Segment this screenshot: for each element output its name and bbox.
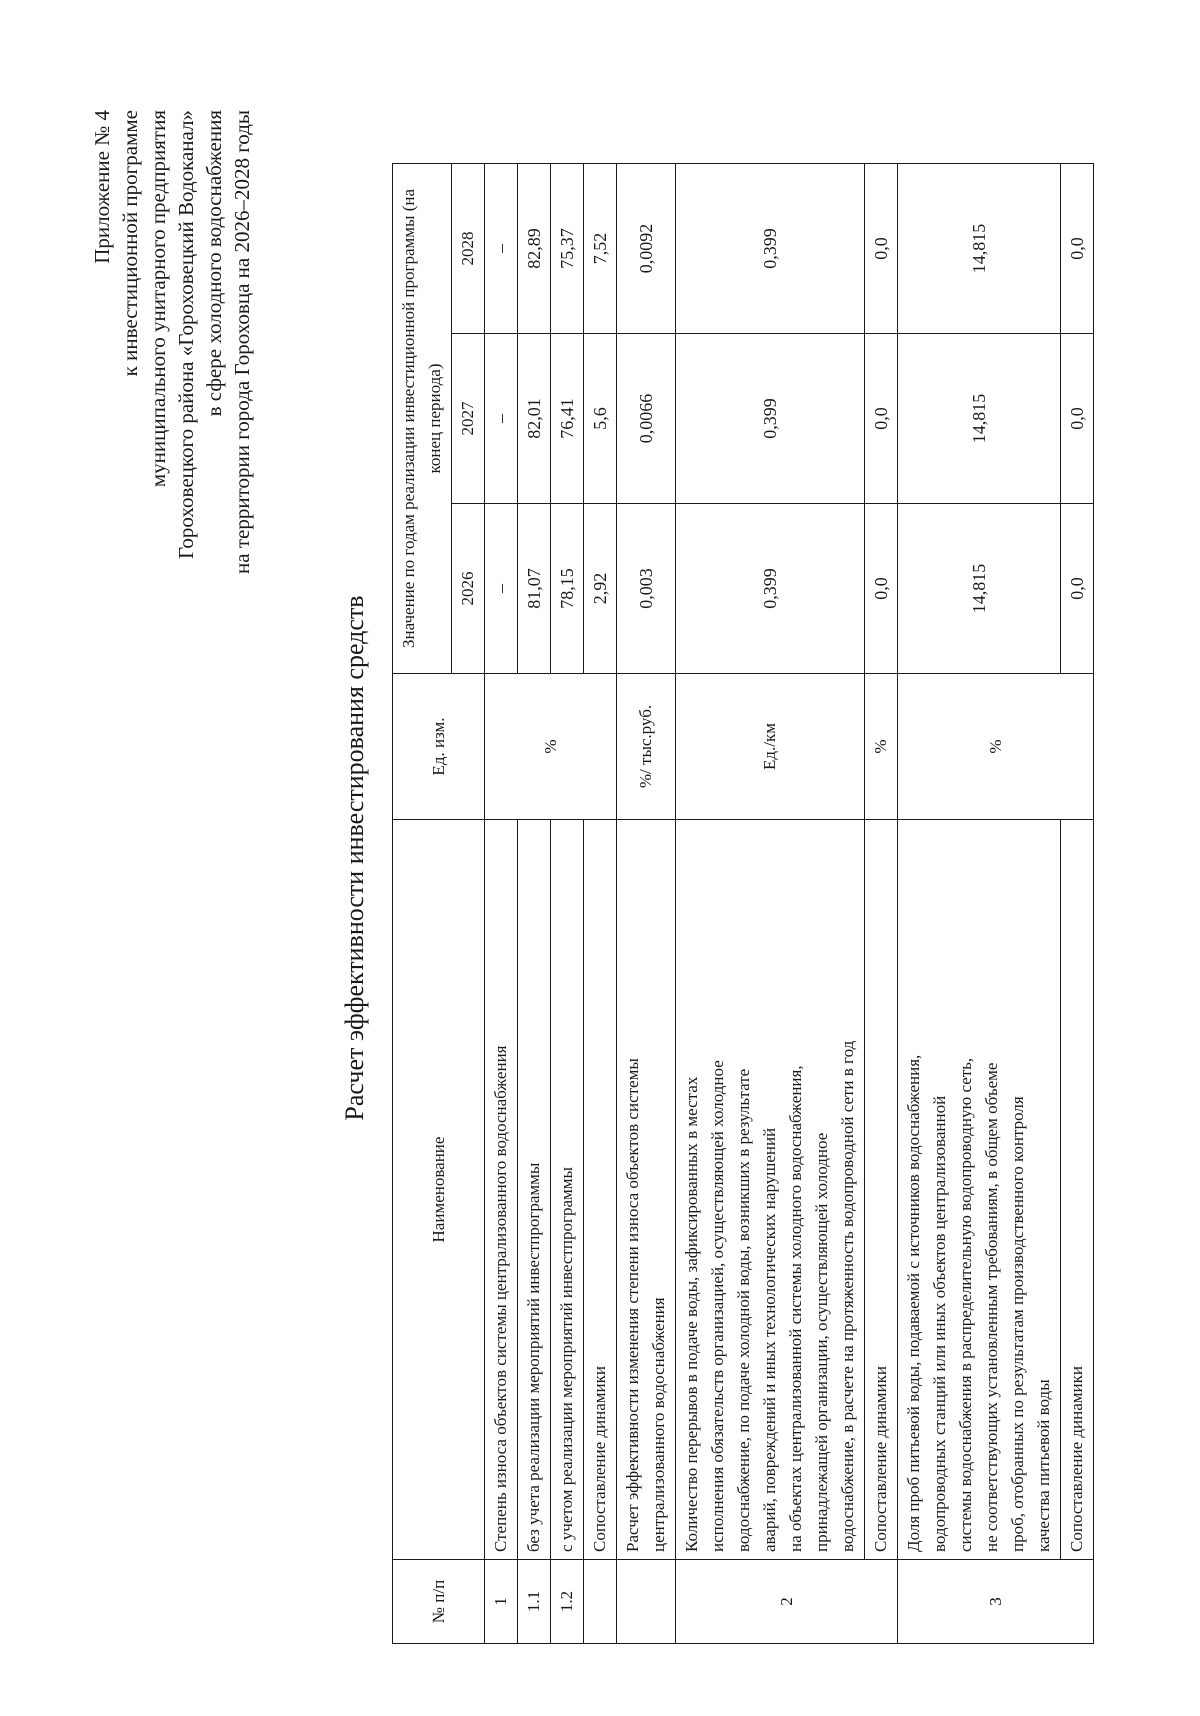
row-value: 0,0 — [865, 334, 898, 504]
row-name — [518, 820, 551, 1560]
row-value: 0,0066 — [617, 334, 676, 504]
row-name-line: принадлежащей организации, осуществляющей холодное — [812, 1132, 831, 1552]
row-name-line: с учетом реализации мероприятий инвестпрограммы — [557, 1167, 576, 1552]
row-num: 1 — [485, 1560, 518, 1644]
header-line: Приложение № 4 — [90, 110, 114, 264]
row-name-line: качества питьевой воды — [1034, 1379, 1053, 1552]
row-name — [898, 820, 1061, 1560]
row-value: 0,0 — [1061, 334, 1094, 504]
row-num: 2 — [676, 1560, 898, 1644]
row-value: 82,01 — [518, 334, 551, 504]
efficiency-table — [392, 163, 1094, 1644]
row-unit: % — [485, 674, 617, 820]
row-value: 2,92 — [584, 504, 617, 674]
table-row — [1061, 163, 1094, 1643]
table-row — [551, 163, 584, 1643]
row-value: 7,52 — [584, 163, 617, 333]
header-year: 2028 — [452, 163, 485, 333]
header-line: муниципального унитарного предприятия — [146, 110, 170, 488]
row-name-line: без учета реализации мероприятий инвестпрограммы — [524, 1162, 543, 1552]
row-num — [617, 1560, 676, 1644]
table-row — [617, 163, 676, 1643]
row-name-line: Доля проб питьевой воды, подаваемой с источников водоснабжения, — [904, 1054, 923, 1552]
row-name — [551, 820, 584, 1560]
row-num: 3 — [898, 1560, 1094, 1644]
row-value: – — [485, 163, 518, 333]
row-name — [617, 820, 676, 1560]
row-value: 0,399 — [676, 334, 865, 504]
row-value: 14,815 — [898, 163, 1061, 333]
header-unit: Ед. изм. — [393, 674, 485, 820]
table-row — [485, 163, 518, 1643]
table-row — [865, 163, 898, 1643]
row-name-line: Сопоставление динамики — [871, 1365, 890, 1552]
efficiency-table-wrapper — [392, 164, 1094, 1644]
row-num: 1.1 — [518, 1560, 551, 1644]
row-value: 0,0092 — [617, 163, 676, 333]
row-value: – — [485, 334, 518, 504]
appendix-header — [88, 110, 256, 574]
row-name-line: Расчет эффективности изменения степени износа объектов системы — [623, 1058, 642, 1552]
row-value: 0,0 — [865, 163, 898, 333]
row-name — [1061, 820, 1094, 1560]
row-value: 0,0 — [1061, 163, 1094, 333]
table-row — [518, 163, 551, 1643]
header-year: 2027 — [452, 334, 485, 504]
row-value: 5,6 — [584, 334, 617, 504]
row-value: 0,0 — [1061, 504, 1094, 674]
row-value: 0,399 — [676, 163, 865, 333]
row-value: – — [485, 504, 518, 674]
row-value: 0,003 — [617, 504, 676, 674]
row-value: 14,815 — [898, 334, 1061, 504]
row-name-line: Степень износа объектов системы централизованного водоснабжения — [491, 1045, 510, 1552]
row-value: 82,89 — [518, 163, 551, 333]
row-name-line: Количество перерывов в подаче воды, зафиксированных в местах — [682, 1076, 701, 1552]
row-num: 1.2 — [551, 1560, 584, 1644]
row-name — [676, 820, 865, 1560]
row-value: 75,37 — [551, 163, 584, 333]
row-value: 14,815 — [898, 504, 1061, 674]
row-name-line: Сопоставление динамики — [590, 1365, 609, 1552]
row-unit: %/ тыс.руб. — [617, 674, 676, 820]
row-name-line: водопроводных станций или иных объектов централизованной — [930, 1095, 949, 1552]
row-unit: % — [898, 674, 1094, 820]
document-title: Расчет эффективности инвестирования средств — [340, 595, 369, 1121]
row-value: 81,07 — [518, 504, 551, 674]
row-name-line: исполнения обязательств организацией, осуществляющей холодное — [708, 1060, 727, 1552]
row-unit: Ед./км — [676, 674, 865, 820]
row-name-line: аварий, повреждений и иных технологических нарушений — [760, 1127, 779, 1552]
row-name-line: Сопоставление динамики — [1067, 1365, 1086, 1552]
row-value: 76,41 — [551, 334, 584, 504]
table-row — [676, 163, 865, 1643]
row-name-line: водоснабжение, по подаче холодной воды, возникших в результате — [734, 1068, 753, 1552]
row-name-line: на объектах централизованной системы холодного водоснабжения, — [786, 1065, 805, 1552]
row-name — [485, 820, 518, 1560]
row-name — [584, 820, 617, 1560]
row-name-line: централизованного водоснабжения — [649, 1297, 668, 1552]
header-name: Наименование — [393, 820, 485, 1560]
row-value: 0,399 — [676, 504, 865, 674]
header-values-group: Значение по годам реализации инвестиционной программы (на конец периода) — [393, 163, 452, 673]
row-name-line: водоснабжение, в расчете на протяженность водопроводной сети в год — [838, 1040, 857, 1552]
row-unit: % — [865, 674, 898, 820]
row-num — [584, 1560, 617, 1644]
table-row — [584, 163, 617, 1643]
header-num: № п/п — [393, 1560, 485, 1644]
header-line: на территории города Гороховца на 2026–2028 годы — [230, 110, 254, 574]
row-name-line: не соответствующих установленным требованиям, в общем объеме — [982, 1062, 1001, 1552]
header-line: к инвестиционной программе — [118, 110, 142, 377]
table-header-row — [393, 163, 452, 1643]
row-value: 78,15 — [551, 504, 584, 674]
row-name-line: проб, отобранных по результатам производственного контроля — [1008, 1096, 1027, 1552]
row-name — [865, 820, 898, 1560]
row-value: 0,0 — [865, 504, 898, 674]
header-line: Гороховецкого района «Гороховецкий Водоканал» — [174, 110, 198, 559]
table-row — [898, 163, 1061, 1643]
header-line: в сфере холодного водоснабжения — [202, 110, 226, 417]
row-name-line: системы водоснабжения в распределительную водопроводную сеть, — [956, 1057, 975, 1552]
header-year: 2026 — [452, 504, 485, 674]
